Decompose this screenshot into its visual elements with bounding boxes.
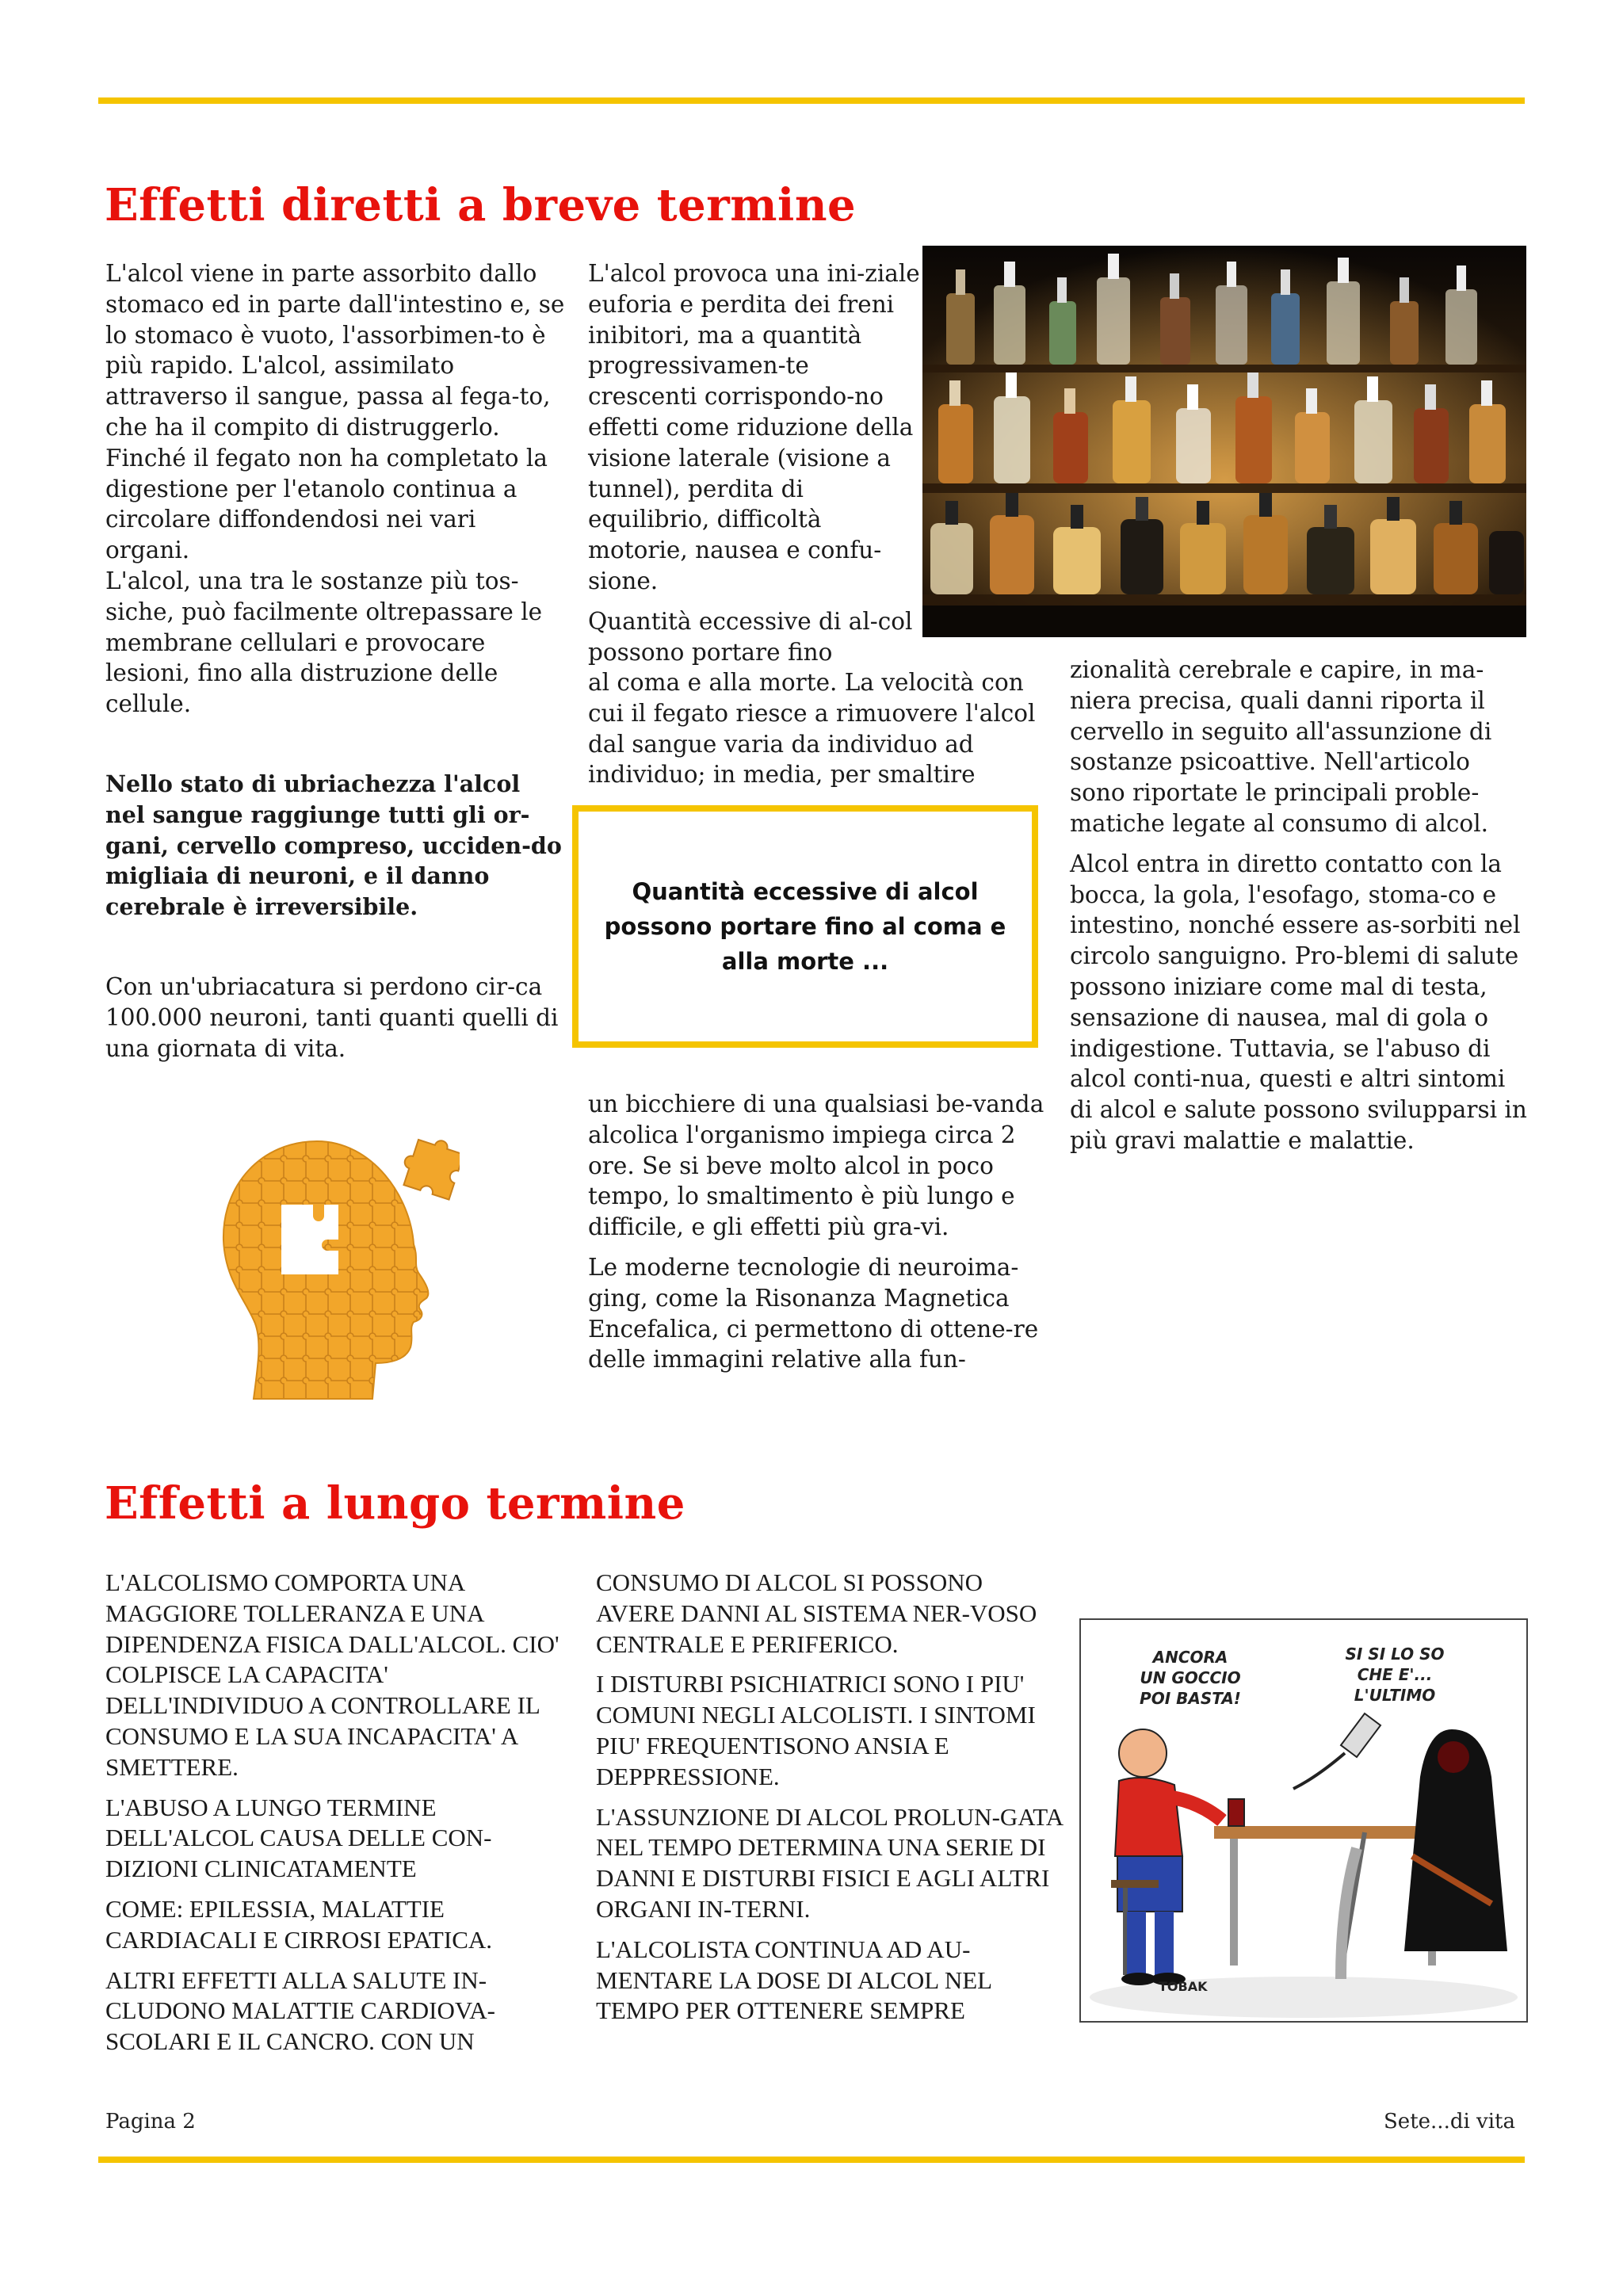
paragraph: CONSUMO DI ALCOL SI POSSONO AVERE DANNI AL SISTEMA NER-VOSO CENTRALE E PERIFERICO. bbox=[596, 1568, 1037, 1658]
paragraph: I DISTURBI PSICHIATRICI SONO I PIU' COMUNI NEGLI ALCOLISTI. I SINTOMI PIU' FREQUENTISONO ANSIA E DEPPRESSIONE. bbox=[596, 1670, 1036, 1790]
svg-text:ANCORAUN GOCCIOPOI BASTA!: ANCORA UN GOCCIO POI BASTA! bbox=[1140, 1648, 1241, 1708]
article-column-2-mid bbox=[588, 667, 1048, 790]
paragraph: COME: EPILESSIA, MALATTIE CARDIACALI E CIRROSI EPATICA. bbox=[105, 1894, 493, 1954]
paragraph: L'alcol provoca una ini-ziale euforia e perdita dei freni inibitori, ma a quantità progressivamen-te crescenti corrispondo-no effetti come riduzione della visione laterale (visione a tunnel), perdita di equilibrio, difficoltà motorie, nausea e confu-sione. bbox=[588, 260, 920, 594]
long-term-column-2 bbox=[596, 1568, 1064, 2027]
paragraph: Con un'ubriacatura si perdono cir-ca 100.000 neuroni, tanti quanti quelli di una giornata di vita. bbox=[105, 972, 559, 1062]
paragraph: L'ASSUNZIONE DI ALCOL PROLUN-GATA NEL TEMPO DETERMINA UNA SERIE DI DANNI E DISTURBI FISICI E AGLI ALTRI ORGANI IN-TERNI. bbox=[596, 1802, 1063, 1923]
grim-reaper-cartoon bbox=[1079, 1618, 1528, 2023]
bottom-rule bbox=[98, 2157, 1525, 2163]
paragraph: L'ALCOLISMO COMPORTA UNA MAGGIORE TOLLERANZA E UNA DIPENDENZA FISICA DALL'ALCOL. CIO' COLPISCE LA CAPACITA' DELL'INDIVIDUO A CONTROLLARE IL CONSUMO E LA SUA INCAPACITA' A SMETTERE. bbox=[105, 1568, 559, 1781]
article-column-3 bbox=[1070, 655, 1529, 1156]
long-term-column-1 bbox=[105, 1568, 573, 2057]
liquor-bottles-photo bbox=[922, 246, 1526, 637]
paragraph: L'ABUSO A LUNGO TERMINE DELL'ALCOL CAUSA DELLE CON-DIZIONI CLINICATAMENTE bbox=[105, 1793, 492, 1883]
svg-text:SI SI LO SOCHE E'...L'ULTIMO: SI SI LO SO CHE E'... L'ULTIMO bbox=[1345, 1645, 1445, 1705]
section-title-short-term: Effetti diretti a breve termine bbox=[105, 179, 857, 231]
paragraph: al coma e alla morte. La velocità con cui il fegato riesce a rimuovere l'alcol dal sangue varia da individuo ad individuo; in media, per smaltire bbox=[588, 669, 1036, 789]
paragraph: Alcol entra in diretto contatto con la bocca, la gola, l'esofago, stoma-co e intestino, nonché essere as-sorbiti nel circolo sanguigno. Pro-blemi di salute possono iniziare come mal di testa, sensazione di nausea, mal di gola o indigestione. Tuttavia, se l'abuso di alcol conti-nua, questi e altri sintomi di alcol e salute possono svilupparsi in più gravi malattie e malattie. bbox=[1070, 850, 1527, 1154]
page-number: Pagina 2 bbox=[105, 2110, 196, 2134]
paragraph: L'ALCOLISTA CONTINUA AD AU-MENTARE LA DOSE DI ALCOL NEL TEMPO PER OTTENERE SEMPRE bbox=[596, 1935, 991, 2025]
paragraph: Le moderne tecnologie di neuroima-ging, come la Risonanza Magnetica Encefalica, ci permettono di ottene-re delle immagini relative alla fun- bbox=[588, 1253, 1039, 1373]
paragraph: un bicchiere di una qualsiasi be-vanda alcolica l'organismo impiega circa 2 ore. Se si beve molto alcol in poco tempo, lo smaltimento è più lungo e difficile, e gli effetti più gra-vi. bbox=[588, 1091, 1044, 1241]
pull-quote-box bbox=[572, 805, 1038, 1048]
top-rule bbox=[98, 97, 1525, 104]
article-column-1 bbox=[105, 258, 565, 1064]
section-title-long-term: Effetti a lungo termine bbox=[105, 1477, 685, 1530]
pull-quote-text: Quantità eccessive di alcol possono portare fino al coma e alla morte ... bbox=[604, 878, 1006, 975]
paragraph: L'alcol viene in parte assorbito dallo stomaco ed in parte dall'intestino e, se lo stomaco è vuoto, l'assorbimen-to è più rapido. L'alcol, assimilato attraverso il sangue, passa al fega-to, che ha il compito di distruggerlo. Finché il fegato non ha completato la digestione per l'etanolo continua a circolare diffondendosi nei vari organi. bbox=[105, 260, 565, 564]
publication-name: Sete...di vita bbox=[1384, 2110, 1516, 2134]
article-column-2-top bbox=[588, 258, 921, 667]
paragraph: L'alcol, una tra le sostanze più tos-siche, può facilmente oltrepassare le membrane cellulari e provocare lesioni, fino alla distruzione delle cellule. bbox=[105, 567, 543, 718]
puzzle-head-illustration bbox=[206, 1125, 460, 1411]
paragraph: ALTRI EFFETTI ALLA SALUTE IN-CLUDONO MALATTIE CARDIOVA-SCOLARI E IL CANCRO. CON UN bbox=[105, 1966, 495, 2056]
article-column-2-bottom bbox=[588, 1089, 1048, 1375]
svg-text:TOBAK: TOBAK bbox=[1159, 1979, 1208, 1994]
paragraph: Quantità eccessive di al-col possono portare fino bbox=[588, 607, 913, 666]
highlight-paragraph: Nello stato di ubriachezza l'alcol nel sangue raggiunge tutti gli or-gani, cervello compreso, ucciden-do migliaia di neuroni, e il danno cerebrale è irreversibile. bbox=[105, 770, 562, 921]
paragraph: zionalità cerebrale e capire, in ma-niera precisa, quali danni riporta il cervello in seguito all'assunzione di sostanze psicoattive. Nell'articolo sono riportate le principali proble-matiche legate al consumo di alcol. bbox=[1070, 656, 1492, 837]
